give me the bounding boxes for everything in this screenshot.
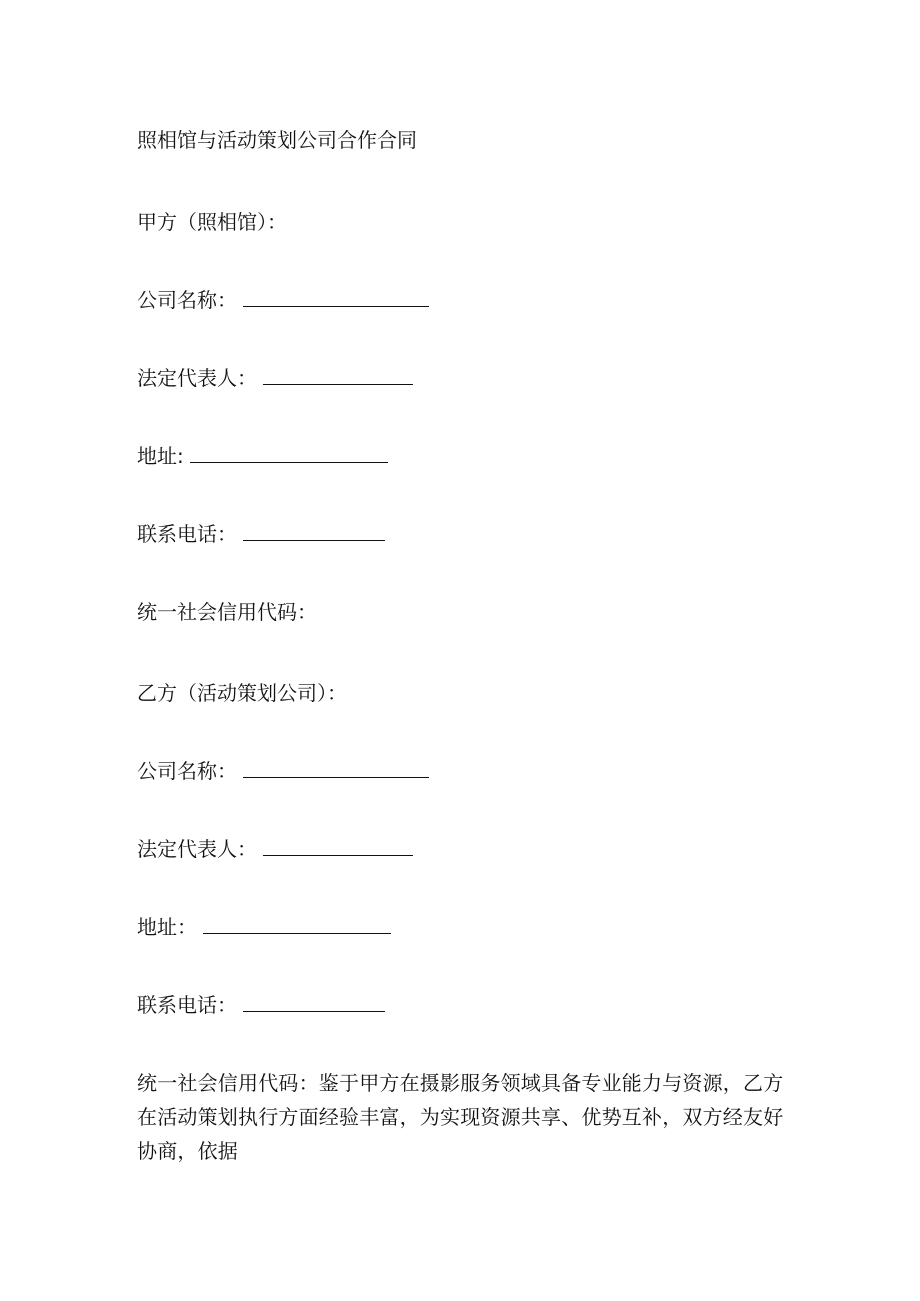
closing-paragraph: 统一社会信用代码：鉴于甲方在摄影服务领域具备专业能力与资源，乙方在活动策划执行方面经验丰富，为实现资源共享、优势互补，双方经友好协商，依据 <box>137 1071 784 1163</box>
party-b-heading: 乙方（活动策划公司）： <box>137 681 347 705</box>
party-b-address-blank <box>203 913 391 934</box>
party-a-representative-row <box>137 364 413 392</box>
document-title: 照相馆与活动策划公司合作合同 <box>137 128 417 152</box>
party-b-phone-blank <box>243 991 385 1012</box>
party-b-phone-label: 联系电话： <box>137 993 237 1017</box>
party-a-company-blank <box>243 286 429 307</box>
party-b-company-row <box>137 757 429 785</box>
party-a-address-row <box>137 442 388 470</box>
party-b-address-row <box>137 913 391 941</box>
party-b-address-label: 地址： <box>137 915 197 939</box>
party-b-phone-row <box>137 991 385 1019</box>
party-a-address-blank <box>190 442 388 463</box>
party-a-representative-blank <box>263 364 413 385</box>
party-a-heading: 甲方（照相馆）： <box>137 210 287 234</box>
party-a-company-row <box>137 286 429 314</box>
party-b-representative-blank <box>263 835 413 856</box>
party-b-company-blank <box>243 757 429 778</box>
party-a-company-label: 公司名称： <box>137 288 237 312</box>
party-b-company-label: 公司名称： <box>137 759 237 783</box>
party-a-phone-label: 联系电话： <box>137 522 237 546</box>
party-b-representative-label: 法定代表人： <box>137 837 257 861</box>
party-a-phone-blank <box>243 520 385 541</box>
party-b-representative-row <box>137 835 413 863</box>
party-a-phone-row <box>137 520 385 548</box>
party-a-representative-label: 法定代表人： <box>137 366 257 390</box>
party-a-address-label: 地址: <box>137 444 184 468</box>
party-a-credit-code-label: 统一社会信用代码： <box>137 600 317 624</box>
